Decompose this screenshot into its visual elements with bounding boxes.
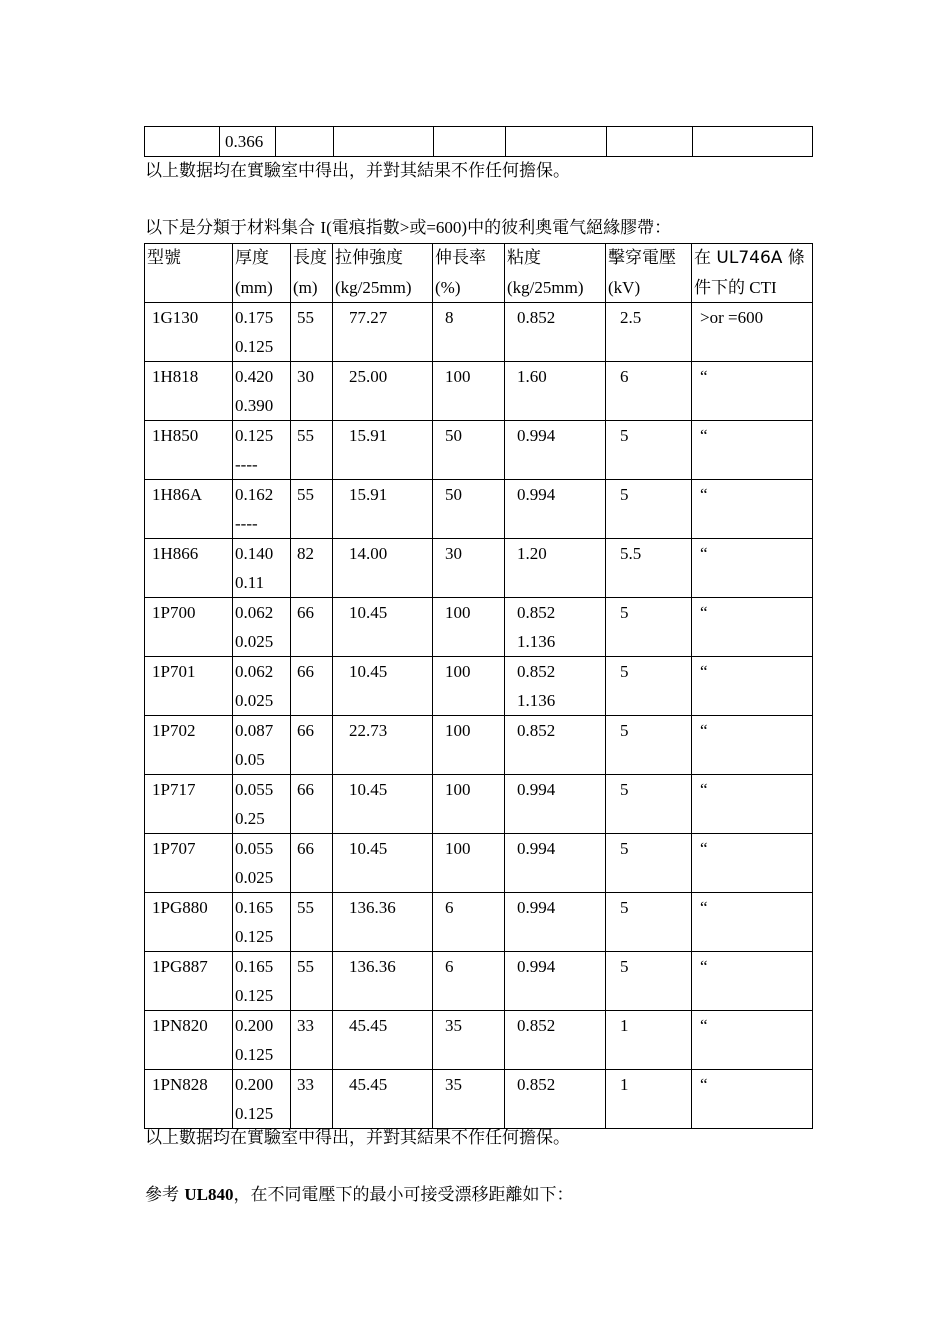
table-cell: [505, 775, 606, 834]
cell-value: 1PG880: [152, 898, 208, 917]
column-header-line: 拉伸強度: [335, 248, 403, 268]
table-cell: [606, 421, 692, 480]
cell-value: 6: [445, 957, 454, 976]
cell-value: 100: [445, 721, 471, 740]
table-cell: [145, 952, 233, 1011]
table-row: [145, 421, 813, 480]
cell-value: 5: [620, 603, 629, 622]
cell-value: 0.994: [517, 426, 556, 445]
table-cell: [291, 598, 333, 657]
table-cell: [692, 657, 813, 716]
table-cell: [433, 657, 505, 716]
cell-value: 1PN820: [152, 1016, 208, 1035]
table-cell: [505, 1070, 606, 1129]
cell-value: 0.165: [235, 957, 274, 976]
cell-value: 1H866: [152, 544, 199, 563]
cell-value: 1.60: [517, 367, 547, 386]
table-cell: [233, 421, 291, 480]
column-header-unit: (kg/25mm): [335, 278, 412, 297]
table-cell: [606, 362, 692, 421]
table-cell: [233, 539, 291, 598]
cell-value: “: [700, 839, 708, 858]
cell-value: 6: [620, 367, 629, 386]
table-cell: [145, 362, 233, 421]
cell-value: 0.125: [235, 927, 274, 946]
table-cell: [233, 598, 291, 657]
cell-value: 5: [620, 426, 629, 445]
table-cell: [505, 421, 606, 480]
table-cell: [291, 480, 333, 539]
table-cell: [433, 598, 505, 657]
reference-text: 參考 UL840，在不同電壓下的最小可接受漂移距離如下：: [145, 1185, 574, 1205]
table-cell: [606, 480, 692, 539]
cell-value: 0.05: [235, 750, 265, 769]
cell-value: ----: [235, 455, 258, 474]
intro-text: 以下是分類于材料集合 I(電痕指數>或=600)中的彼利奧電气絕緣膠帶：: [145, 218, 672, 238]
cell-value: 55: [297, 898, 314, 917]
cell-value: 55: [297, 485, 314, 504]
table-row: [145, 362, 813, 421]
table-cell: [233, 1070, 291, 1129]
cell-value: 10.45: [349, 839, 388, 858]
table-cell: [233, 775, 291, 834]
column-header-unit: (%): [435, 278, 461, 297]
cell-value: 30: [445, 544, 462, 563]
cell-value: 136.36: [349, 898, 396, 917]
table-cell: [505, 303, 606, 362]
table-cell: [692, 480, 813, 539]
cell-value: “: [700, 485, 708, 504]
cell-value: 66: [297, 662, 314, 681]
cell-value: 33: [297, 1016, 314, 1035]
table-cell: [433, 362, 505, 421]
table-cell: [606, 834, 692, 893]
table-cell: [606, 598, 692, 657]
cell-value: 50: [445, 485, 462, 504]
cell-value: 5: [620, 898, 629, 917]
cell-value: 0.994: [517, 780, 556, 799]
table-cell: [333, 716, 433, 775]
table-cell: [505, 539, 606, 598]
table-cell: [145, 421, 233, 480]
cell-value: “: [700, 662, 708, 681]
cell-value: 10.45: [349, 780, 388, 799]
table-cell: [145, 716, 233, 775]
cell-value: “: [700, 426, 708, 445]
cell-value: 50: [445, 426, 462, 445]
cell-value: 66: [297, 721, 314, 740]
table-cell: [333, 834, 433, 893]
table-cell: [607, 127, 693, 157]
cell-value: “: [700, 721, 708, 740]
disclaimer-text-bottom: 以上數据均在實驗室中得出，并對其結果不作任何擔保。: [145, 1128, 570, 1148]
table-cell: [334, 127, 434, 157]
cell-value: 0.994: [517, 898, 556, 917]
table-row: [145, 127, 813, 157]
table-cell: [291, 362, 333, 421]
column-header: [606, 244, 692, 303]
table-cell: [233, 893, 291, 952]
cell-value: 100: [445, 367, 471, 386]
column-header-unit: (mm): [235, 278, 273, 297]
table-cell: [433, 775, 505, 834]
table-cell: [145, 480, 233, 539]
column-header: [433, 244, 505, 303]
cell-value: 0.852: [517, 662, 556, 681]
table-cell: [291, 1070, 333, 1129]
table-cell: [433, 480, 505, 539]
table-cell: [433, 303, 505, 362]
column-header-unit: (kV): [608, 278, 641, 297]
cell-value: 1: [620, 1075, 629, 1094]
table-cell: [433, 1011, 505, 1070]
cell-value: 45.45: [349, 1075, 388, 1094]
table-cell: [692, 303, 813, 362]
table-cell: [145, 657, 233, 716]
cell-value: 5: [620, 662, 629, 681]
cell-value: 0.994: [517, 485, 556, 504]
table-cell: [606, 716, 692, 775]
cell-value: 0.994: [517, 839, 556, 858]
disclaimer-text: 以上數据均在實驗室中得出，并對其結果不作任何擔保。: [145, 161, 570, 181]
cell-value: 30: [297, 367, 314, 386]
cell-value: “: [700, 1016, 708, 1035]
table-cell: [433, 1070, 505, 1129]
column-header-line: 型號: [147, 248, 181, 268]
table-cell: [276, 127, 334, 157]
table-cell: [505, 893, 606, 952]
table-header-row: [145, 244, 813, 303]
table-cell: [606, 657, 692, 716]
cell-value: 55: [297, 308, 314, 327]
table-cell: [233, 834, 291, 893]
table-cell: [291, 421, 333, 480]
table-cell: [505, 362, 606, 421]
table-cell: [692, 716, 813, 775]
cell-value: 35: [445, 1075, 462, 1094]
table-cell: [433, 421, 505, 480]
cell-value: “: [700, 957, 708, 976]
cell-value: 0.087: [235, 721, 274, 740]
cell-value: 0.162: [235, 485, 274, 504]
table-cell: [506, 127, 607, 157]
cell-value: 2.5: [620, 308, 642, 327]
table-cell: [505, 834, 606, 893]
table-row: [145, 539, 813, 598]
column-header-line: 長度: [293, 248, 327, 268]
cell-value: 100: [445, 662, 471, 681]
table-row: [145, 1070, 813, 1129]
table-row: [145, 1011, 813, 1070]
table-cell: 0.366: [220, 127, 276, 157]
table-cell: [333, 421, 433, 480]
cell-value: 0.852: [517, 1016, 556, 1035]
cell-value: 0.200: [235, 1075, 274, 1094]
table-cell: [333, 539, 433, 598]
table-cell: [291, 303, 333, 362]
cell-value: 1.136: [517, 632, 556, 651]
table-cell: [333, 362, 433, 421]
table-cell: [233, 716, 291, 775]
column-header: [505, 244, 606, 303]
cell-value: 14.00: [349, 544, 388, 563]
table-cell: [291, 716, 333, 775]
table-cell: [692, 775, 813, 834]
column-header-unit: (m): [293, 278, 318, 297]
cell-value: 100: [445, 780, 471, 799]
cell-value: 10.45: [349, 662, 388, 681]
cell-value: 1H86A: [152, 485, 203, 504]
table-row: [145, 598, 813, 657]
table-cell: [692, 893, 813, 952]
column-header-line: 在 UL746A 條: [694, 248, 805, 268]
cell-value: 0.11: [235, 573, 265, 592]
cell-value: 0.025: [235, 868, 274, 887]
table-cell: [145, 127, 220, 157]
cell-value: 0.852: [517, 603, 556, 622]
table-row: [145, 834, 813, 893]
cell-value: “: [700, 603, 708, 622]
cell-value: 82: [297, 544, 314, 563]
table-cell: [606, 303, 692, 362]
cell-value: 1G130: [152, 308, 199, 327]
table-cell: [145, 834, 233, 893]
cell-value: 1P717: [152, 780, 196, 799]
table-cell: [692, 539, 813, 598]
cell-value: 0.062: [235, 603, 274, 622]
cell-value: 55: [297, 957, 314, 976]
table-cell: [505, 952, 606, 1011]
table-cell: [291, 775, 333, 834]
table-cell: [505, 657, 606, 716]
table-row: [145, 657, 813, 716]
cell-value: 0.175: [235, 308, 274, 327]
table-cell: [145, 303, 233, 362]
cell-value: 100: [445, 839, 471, 858]
column-header: [233, 244, 291, 303]
cell-value: 0.200: [235, 1016, 274, 1035]
table-row: [145, 716, 813, 775]
table-cell: [692, 362, 813, 421]
cell-value: 0.025: [235, 691, 274, 710]
cell-value: 1PN828: [152, 1075, 208, 1094]
table-cell: [333, 1070, 433, 1129]
table-cell: [291, 1011, 333, 1070]
cell-value: 0.125: [235, 337, 274, 356]
column-header-line: 伸長率: [435, 248, 486, 268]
table-cell: [433, 893, 505, 952]
column-header-line: 擊穿電壓: [608, 248, 676, 268]
cell-value: “: [700, 544, 708, 563]
cell-value: 8: [445, 308, 454, 327]
cell-value: 0.055: [235, 839, 274, 858]
table-cell: [692, 834, 813, 893]
table-cell: [333, 775, 433, 834]
cell-value: 45.45: [349, 1016, 388, 1035]
cell-value: 77.27: [349, 308, 388, 327]
cell-value: 5.5: [620, 544, 642, 563]
table-cell: [693, 127, 813, 157]
cell-value: 0.852: [517, 721, 556, 740]
table-cell: [505, 1011, 606, 1070]
cell-value: 1P700: [152, 603, 196, 622]
table-cell: [233, 952, 291, 1011]
cell-value: 0.25: [235, 809, 265, 828]
cell-value: 0.062: [235, 662, 274, 681]
cell-value: 0.994: [517, 957, 556, 976]
table-cell: [433, 952, 505, 1011]
cell-value: 0.125: [235, 1104, 274, 1123]
table-cell: [233, 303, 291, 362]
column-header: [692, 244, 813, 303]
table-cell: [505, 598, 606, 657]
cell-value: 1.20: [517, 544, 547, 563]
table-cell: [433, 716, 505, 775]
cell-value: 35: [445, 1016, 462, 1035]
table-row: [145, 303, 813, 362]
column-header-unit: (kg/25mm): [507, 278, 584, 297]
cell-value: 6: [445, 898, 454, 917]
cell-value: 0.025: [235, 632, 274, 651]
table-cell: [145, 893, 233, 952]
table-cell: [145, 775, 233, 834]
cell-value: >or =600: [700, 308, 764, 327]
cell-value: 22.73: [349, 721, 388, 740]
top-table-fragment: [144, 126, 813, 157]
cell-value: 66: [297, 839, 314, 858]
table-cell: [606, 952, 692, 1011]
table-cell: [233, 657, 291, 716]
table-cell: [692, 598, 813, 657]
table-cell: [692, 952, 813, 1011]
table-cell: [233, 1011, 291, 1070]
cell-value: 0.125: [235, 986, 274, 1005]
cell-value: 136.36: [349, 957, 396, 976]
table-cell: [291, 539, 333, 598]
cell-value: 100: [445, 603, 471, 622]
cell-value: 5: [620, 721, 629, 740]
cell-value: 25.00: [349, 367, 388, 386]
cell-value: 66: [297, 780, 314, 799]
table-cell: [505, 480, 606, 539]
column-header-unit: 件下的 CTI: [694, 278, 777, 297]
table-cell: [333, 952, 433, 1011]
table-cell: [505, 716, 606, 775]
cell-value: “: [700, 1075, 708, 1094]
cell-value: 10.45: [349, 603, 388, 622]
column-header: [291, 244, 333, 303]
column-header-line: 厚度: [235, 248, 269, 268]
table-cell: [606, 1011, 692, 1070]
cell-value: 1P701: [152, 662, 196, 681]
cell-value: 0.140: [235, 544, 274, 563]
cell-value: 5: [620, 485, 629, 504]
table-cell: [606, 893, 692, 952]
cell-value: 5: [620, 957, 629, 976]
table-cell: [692, 1070, 813, 1129]
cell-value: 33: [297, 1075, 314, 1094]
table-cell: [145, 598, 233, 657]
table-cell: [333, 598, 433, 657]
cell-value: 0.055: [235, 780, 274, 799]
cell-value: “: [700, 367, 708, 386]
cell-value: “: [700, 898, 708, 917]
cell-value: 0.852: [517, 308, 556, 327]
cell-value: 5: [620, 839, 629, 858]
cell-value: 0.420: [235, 367, 274, 386]
table-row: [145, 952, 813, 1011]
table-cell: [145, 1070, 233, 1129]
cell-value: 0.852: [517, 1075, 556, 1094]
cell-value: ----: [235, 514, 258, 533]
cell-value: 1H818: [152, 367, 199, 386]
column-header: [333, 244, 433, 303]
table-cell: [433, 539, 505, 598]
table-cell: [291, 657, 333, 716]
cell-value: 1P702: [152, 721, 196, 740]
cell-value: “: [700, 780, 708, 799]
cell-value: 15.91: [349, 426, 388, 445]
table-cell: [333, 1011, 433, 1070]
table-row: [145, 480, 813, 539]
cell-value: 1H850: [152, 426, 199, 445]
table-cell: [433, 834, 505, 893]
cell-value: 0.125: [235, 426, 274, 445]
table-cell: [692, 1011, 813, 1070]
table-cell: [333, 480, 433, 539]
tape-spec-table: [144, 243, 813, 1129]
cell-value: 0.165: [235, 898, 274, 917]
table-cell: [333, 893, 433, 952]
cell-value: 1.136: [517, 691, 556, 710]
table-cell: [692, 421, 813, 480]
table-cell: [333, 303, 433, 362]
cell-value: 1PG887: [152, 957, 208, 976]
cell-value: 66: [297, 603, 314, 622]
column-header-line: 粘度: [507, 248, 541, 268]
cell-value: 15.91: [349, 485, 388, 504]
table-cell: [145, 1011, 233, 1070]
cell-value: 0.390: [235, 396, 274, 415]
table-cell: [434, 127, 506, 157]
cell-value: 55: [297, 426, 314, 445]
cell-value: 0.125: [235, 1045, 274, 1064]
cell-value: 1P707: [152, 839, 196, 858]
table-cell: [333, 657, 433, 716]
table-cell: [606, 539, 692, 598]
table-row: [145, 893, 813, 952]
table-cell: [291, 893, 333, 952]
table-cell: [233, 362, 291, 421]
table-cell: [145, 539, 233, 598]
table-cell: [291, 952, 333, 1011]
table-cell: [606, 1070, 692, 1129]
table-cell: [606, 775, 692, 834]
cell-value: 5: [620, 780, 629, 799]
cell-value: 1: [620, 1016, 629, 1035]
column-header: [145, 244, 233, 303]
table-cell: [233, 480, 291, 539]
table-cell: [291, 834, 333, 893]
table-row: [145, 775, 813, 834]
